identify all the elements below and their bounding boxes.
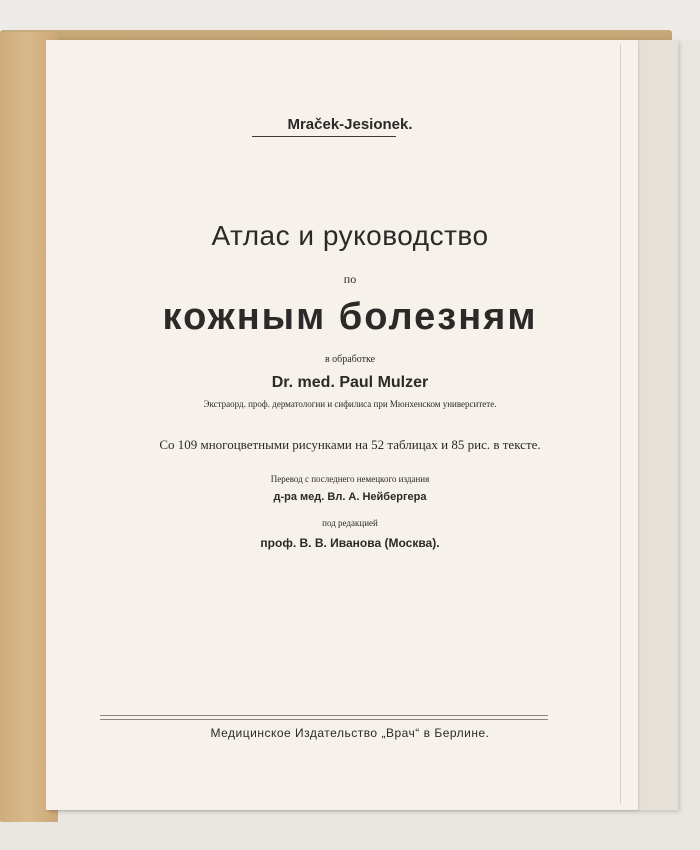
- editor-note: под редакцией: [322, 518, 378, 528]
- publisher-line: Медицинское Издательство „Врач“ в Берлине.: [210, 726, 490, 740]
- title-line-1: Атлас и руководство: [211, 220, 489, 251]
- author-header: Mraček-Jesionek.: [287, 116, 413, 133]
- title-main: кожным болезням: [162, 296, 538, 338]
- author-name: Dr. med. Paul Mulzer: [271, 374, 429, 391]
- translator-name: д-ра мед. Вл. А. Нейбергера: [273, 491, 427, 503]
- publisher-rule-bottom: [100, 719, 548, 720]
- title-page: [46, 40, 638, 810]
- author-affiliation: Экстраорд. проф. дерматологии и сифилиса при Мюнхенском университете.: [203, 399, 497, 409]
- translation-note: Перевод с последнего немецкого издания: [270, 474, 430, 484]
- title-preposition: по: [343, 272, 357, 286]
- illustrations-note: Со 109 многоцветными рисунками на 52 таблицах и 85 рис. в тексте.: [159, 437, 541, 452]
- processing-note: в обработке: [324, 354, 376, 365]
- editor-name: проф. В. В. Иванова (Москва).: [260, 536, 440, 550]
- author-header-underline: [252, 136, 396, 137]
- page-fold-line: [620, 44, 621, 804]
- publisher-rule-top: [100, 715, 548, 716]
